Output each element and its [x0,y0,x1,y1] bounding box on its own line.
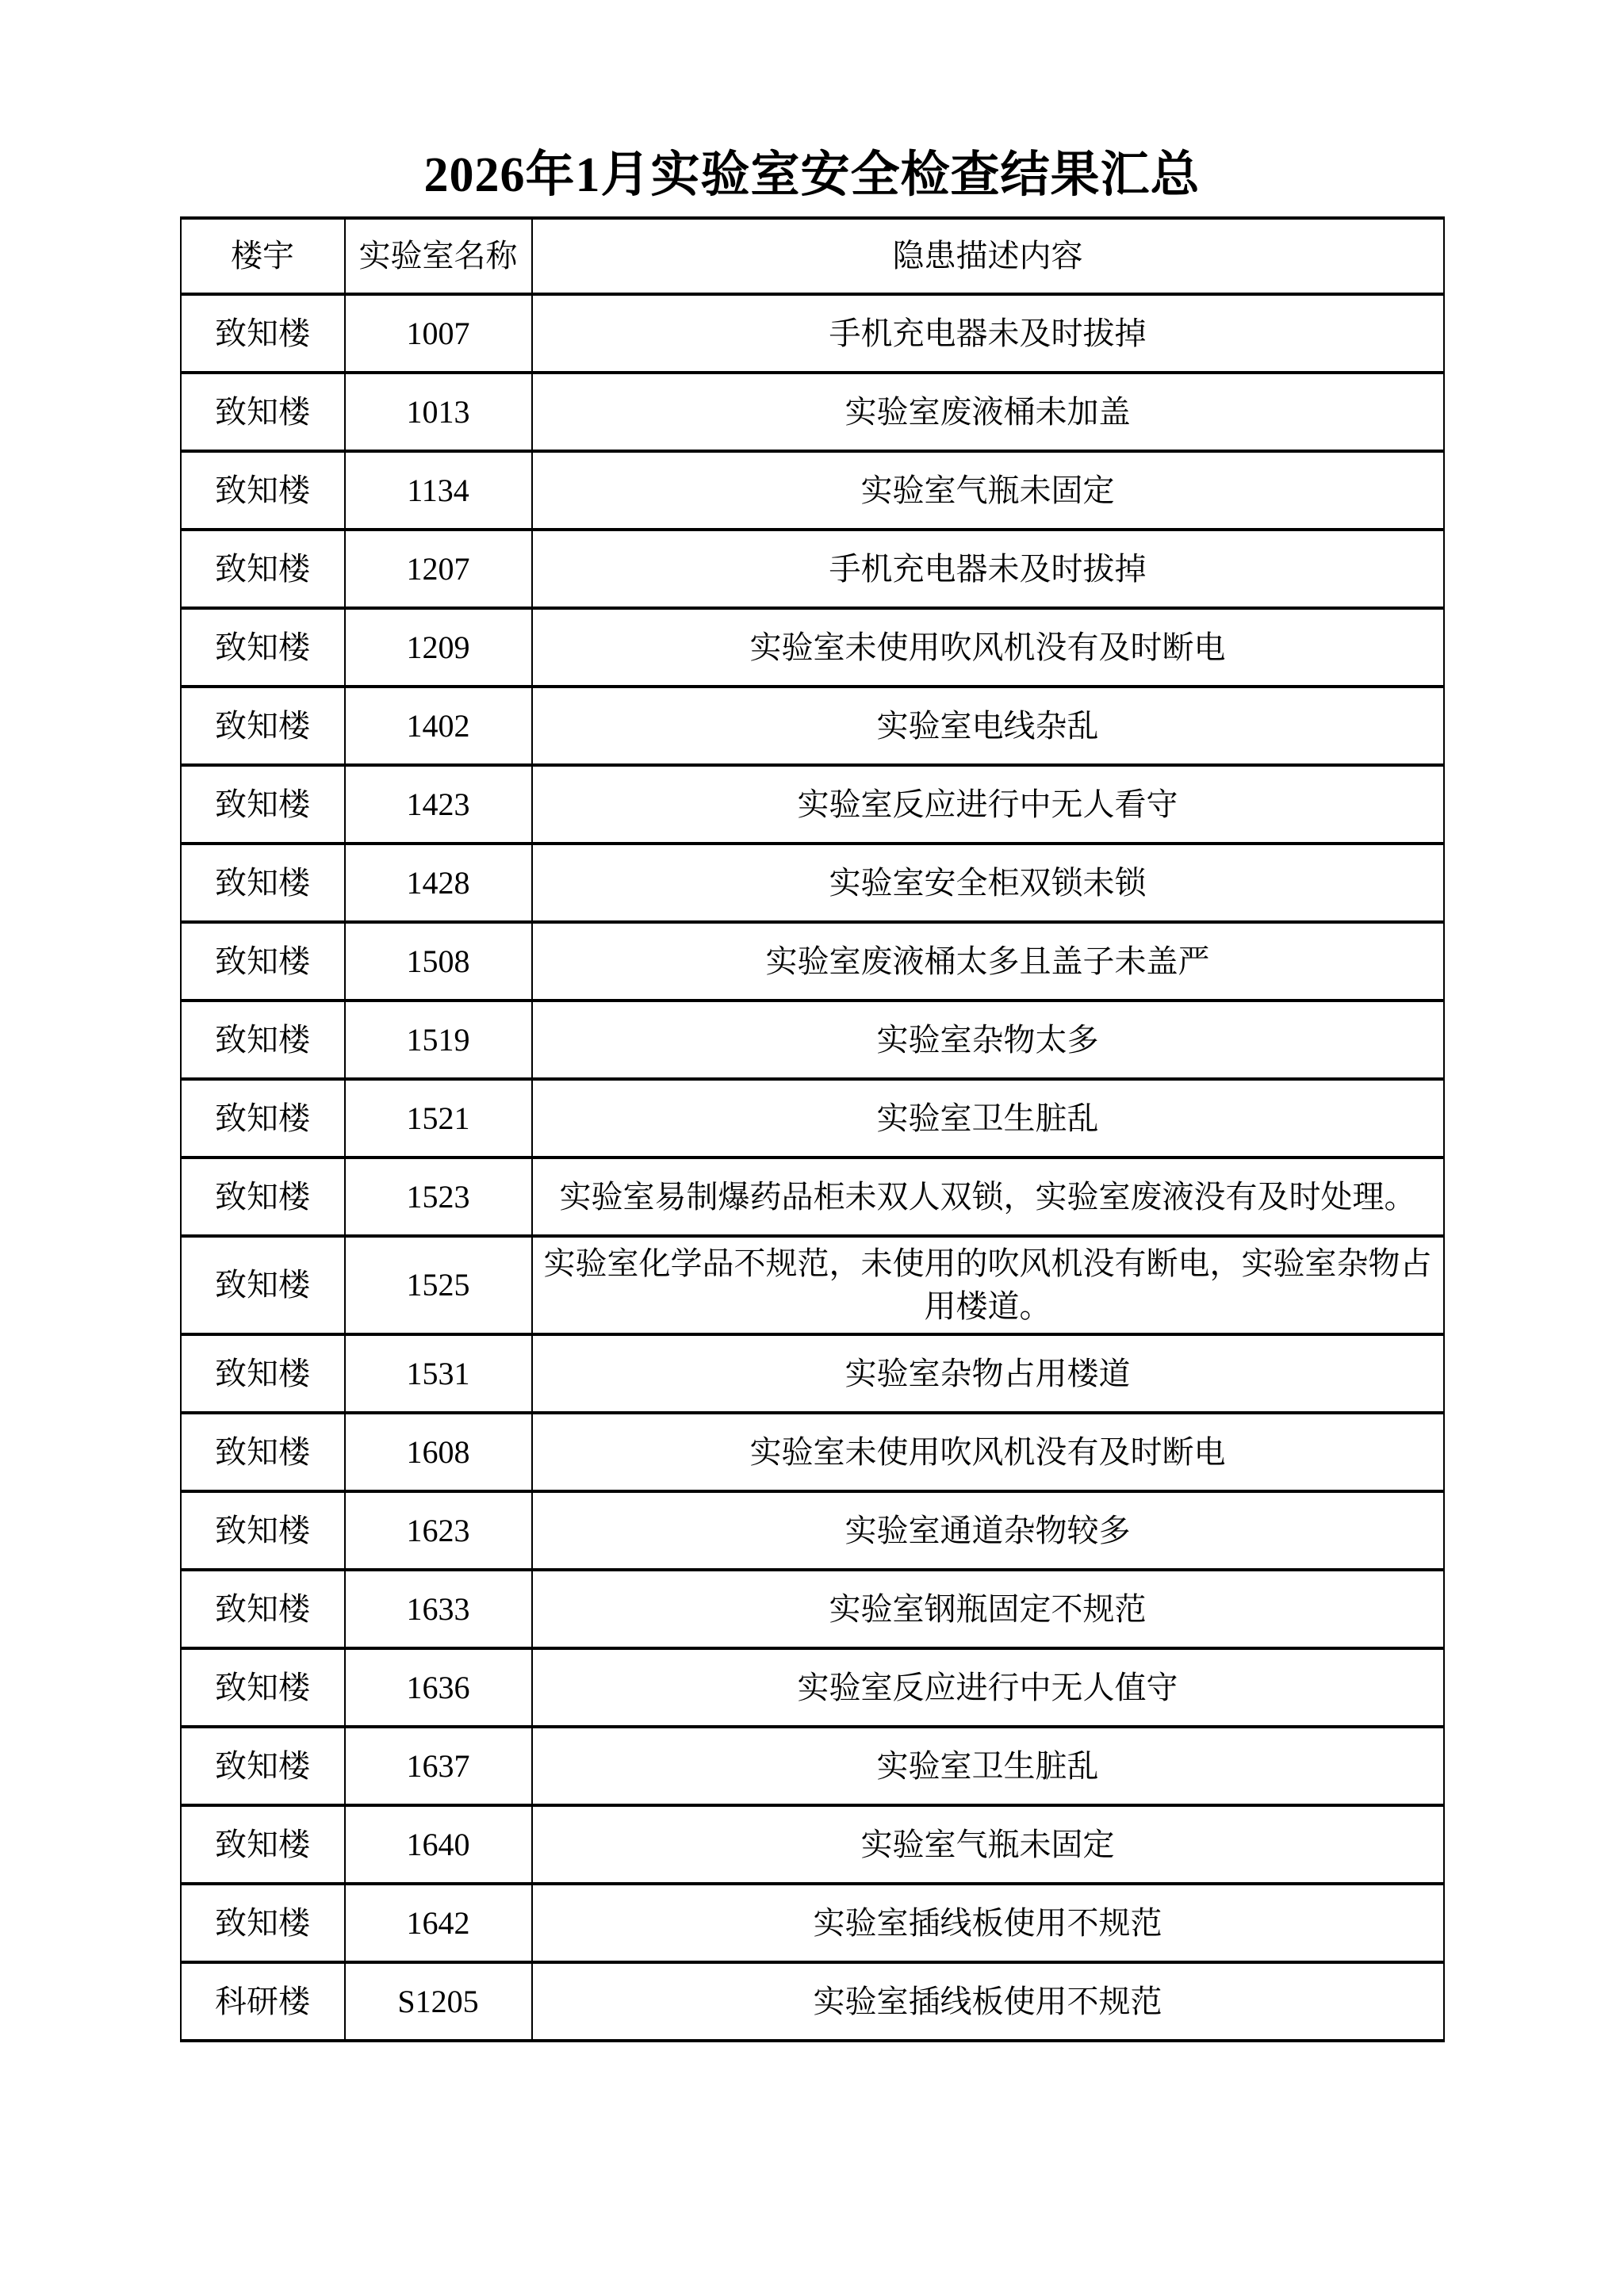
cell-building: 致知楼 [181,1727,345,1805]
table-row [181,844,1444,922]
cell-building: 致知楼 [181,765,345,844]
cell-lab-name: 1207 [345,530,532,608]
table-row [181,373,1444,451]
cell-hazard-description: 实验室插线板使用不规范 [532,1884,1444,1962]
cell-building: 致知楼 [181,1413,345,1491]
table-row [181,1962,1444,2041]
table-row [181,1491,1444,1570]
cell-building: 致知楼 [181,1570,345,1648]
cell-hazard-description: 手机充电器未及时拔掉 [532,530,1444,608]
table-row [181,765,1444,844]
cell-lab-name: 1007 [345,294,532,373]
cell-lab-name: 1636 [345,1648,532,1727]
cell-lab-name: S1205 [345,1962,532,2041]
cell-building: 致知楼 [181,1884,345,1962]
cell-building: 科研楼 [181,1962,345,2041]
cell-building: 致知楼 [181,530,345,608]
table-row [181,1570,1444,1648]
cell-hazard-description: 实验室杂物太多 [532,1001,1444,1079]
cell-lab-name: 1134 [345,451,532,530]
cell-hazard-description: 实验室卫生脏乱 [532,1727,1444,1805]
cell-lab-name: 1623 [345,1491,532,1570]
table-row [181,1727,1444,1805]
cell-building: 致知楼 [181,294,345,373]
cell-hazard-description: 实验室易制爆药品柜未双人双锁，实验室废液没有及时处理。 [532,1158,1444,1236]
cell-hazard-description: 手机充电器未及时拔掉 [532,294,1444,373]
cell-hazard-description: 实验室反应进行中无人值守 [532,1648,1444,1727]
table-row [181,1648,1444,1727]
cell-lab-name: 1633 [345,1570,532,1648]
cell-building: 致知楼 [181,1158,345,1236]
table-row [181,1884,1444,1962]
cell-lab-name: 1428 [345,844,532,922]
cell-hazard-description: 实验室未使用吹风机没有及时断电 [532,608,1444,687]
cell-lab-name: 1508 [345,922,532,1001]
cell-building: 致知楼 [181,1236,345,1334]
cell-building: 致知楼 [181,451,345,530]
cell-hazard-description: 实验室杂物占用楼道 [532,1334,1444,1413]
cell-lab-name: 1525 [345,1236,532,1334]
table-row [181,1001,1444,1079]
cell-lab-name: 1640 [345,1805,532,1884]
cell-hazard-description: 实验室反应进行中无人看守 [532,765,1444,844]
cell-hazard-description: 实验室电线杂乱 [532,687,1444,765]
cell-building: 致知楼 [181,373,345,451]
cell-building: 致知楼 [181,1491,345,1570]
table-body [181,294,1444,2041]
cell-lab-name: 1209 [345,608,532,687]
cell-lab-name: 1013 [345,373,532,451]
cell-hazard-description: 实验室化学品不规范，未使用的吹风机没有断电，实验室杂物占用楼道。 [532,1236,1444,1334]
table-row [181,1805,1444,1884]
column-header-lab-name: 实验室名称 [345,218,532,294]
cell-building: 致知楼 [181,1079,345,1158]
cell-hazard-description: 实验室废液桶太多且盖子未盖严 [532,922,1444,1001]
cell-lab-name: 1523 [345,1158,532,1236]
cell-hazard-description: 实验室通道杂物较多 [532,1491,1444,1570]
cell-building: 致知楼 [181,844,345,922]
table-row [181,687,1444,765]
column-header-building: 楼宇 [181,218,345,294]
table-row [181,1334,1444,1413]
table-row [181,922,1444,1001]
cell-hazard-description: 实验室钢瓶固定不规范 [532,1570,1444,1648]
table-header-row [181,218,1444,294]
table-row [181,530,1444,608]
cell-lab-name: 1402 [345,687,532,765]
table-row [181,1236,1444,1334]
cell-building: 致知楼 [181,608,345,687]
cell-lab-name: 1521 [345,1079,532,1158]
cell-lab-name: 1608 [345,1413,532,1491]
cell-lab-name: 1531 [345,1334,532,1413]
cell-hazard-description: 实验室气瓶未固定 [532,451,1444,530]
inspection-results-table [180,216,1445,2042]
page-title: 2026年1月实验室安全检查结果汇总 [423,148,1201,202]
cell-lab-name: 1519 [345,1001,532,1079]
cell-lab-name: 1637 [345,1727,532,1805]
cell-building: 致知楼 [181,1805,345,1884]
table-row [181,1413,1444,1491]
cell-building: 致知楼 [181,1334,345,1413]
table-row [181,294,1444,373]
cell-building: 致知楼 [181,687,345,765]
table-row [181,1079,1444,1158]
cell-hazard-description: 实验室安全柜双锁未锁 [532,844,1444,922]
cell-lab-name: 1423 [345,765,532,844]
cell-hazard-description: 实验室气瓶未固定 [532,1805,1444,1884]
table-row [181,608,1444,687]
table-row [181,1158,1444,1236]
cell-building: 致知楼 [181,1648,345,1727]
table-row [181,451,1444,530]
cell-building: 致知楼 [181,922,345,1001]
cell-lab-name: 1642 [345,1884,532,1962]
column-header-hazard-description: 隐患描述内容 [532,218,1444,294]
cell-hazard-description: 实验室未使用吹风机没有及时断电 [532,1413,1444,1491]
cell-building: 致知楼 [181,1001,345,1079]
cell-hazard-description: 实验室插线板使用不规范 [532,1962,1444,2041]
cell-hazard-description: 实验室废液桶未加盖 [532,373,1444,451]
cell-hazard-description: 实验室卫生脏乱 [532,1079,1444,1158]
